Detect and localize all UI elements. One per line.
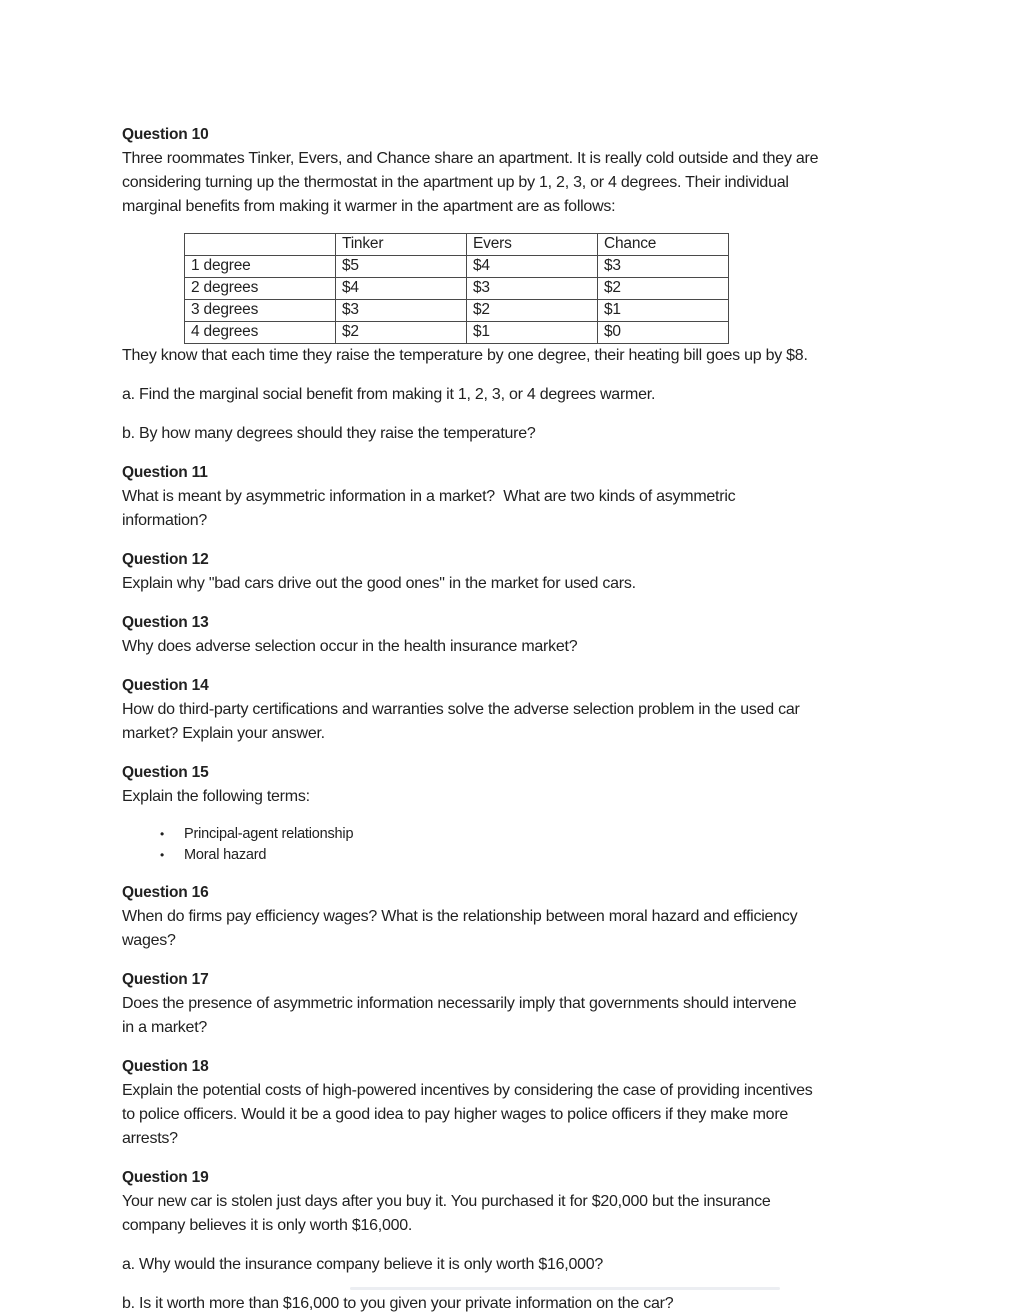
text-line: Explain why "bad cars drive out the good ones" in the market for used cars. xyxy=(122,575,636,592)
question-heading: Question 18 xyxy=(122,1058,209,1075)
table-cell: $1 xyxy=(467,322,598,344)
question-heading: Question 12 xyxy=(122,551,209,568)
paragraph xyxy=(122,147,922,219)
table-cell: $2 xyxy=(598,278,729,300)
table-cell: $5 xyxy=(336,256,467,278)
text-line: They know that each time they raise the temperature by one degree, their heating bill goes up by $8. xyxy=(122,347,808,364)
paragraph xyxy=(122,572,922,596)
question-heading: Question 15 xyxy=(122,764,209,781)
table-row xyxy=(185,300,729,322)
table-row xyxy=(185,256,729,278)
table-cell: 2 degrees xyxy=(185,278,336,300)
table-cell: $3 xyxy=(598,256,729,278)
paragraph xyxy=(122,698,922,746)
text-line: How do third-party certifications and warranties solve the adverse selection problem in the used car xyxy=(122,701,800,718)
text-line: Does the presence of asymmetric information necessarily imply that governments should intervene xyxy=(122,995,797,1012)
list-item xyxy=(122,845,922,866)
text-line: b. By how many degrees should they raise the temperature? xyxy=(122,425,536,442)
text-line: What is meant by asymmetric information in a market? What are two kinds of asymmetric xyxy=(122,488,736,505)
list-item-label: Moral hazard xyxy=(184,847,267,863)
table-row xyxy=(185,322,729,344)
list-item-label: Principal-agent relationship xyxy=(184,826,354,842)
question-heading: Question 13 xyxy=(122,614,209,631)
table-cell: $0 xyxy=(598,322,729,344)
text-line: Why does adverse selection occur in the health insurance market? xyxy=(122,638,578,655)
text-line: a. Why would the insurance company believe it is only worth $16,000? xyxy=(122,1256,604,1273)
text-line: in a market? xyxy=(122,1019,208,1036)
text-line: Three roommates Tinker, Evers, and Chance share an apartment. It is really cold outside and they are xyxy=(122,150,819,167)
text-line: company believes it is only worth $16,000. xyxy=(122,1217,413,1234)
paragraph xyxy=(122,1079,922,1151)
table-cell: $3 xyxy=(467,278,598,300)
document-content xyxy=(122,123,922,1316)
question-heading: Question 14 xyxy=(122,677,209,694)
text-line: marginal benefits from making it warmer in the apartment are as follows: xyxy=(122,198,616,215)
table-cell: $3 xyxy=(336,300,467,322)
text-line: Explain the following terms: xyxy=(122,788,310,805)
table-header-cell xyxy=(185,234,336,256)
table-header-row xyxy=(185,234,729,256)
table-row xyxy=(185,278,729,300)
question-heading: Question 10 xyxy=(122,126,209,143)
paragraph xyxy=(122,635,922,659)
table-header-cell: Evers xyxy=(467,234,598,256)
table-header-cell: Tinker xyxy=(336,234,467,256)
paragraph xyxy=(122,785,922,809)
text-line: Your new car is stolen just days after you buy it. You purchased it for $20,000 but the insurance xyxy=(122,1193,771,1210)
text-line: wages? xyxy=(122,932,176,949)
marginal-benefit-table xyxy=(184,233,729,344)
text-line: market? Explain your answer. xyxy=(122,725,325,742)
table-cell: 3 degrees xyxy=(185,300,336,322)
paragraph xyxy=(122,1292,922,1316)
paragraph xyxy=(122,344,922,368)
table-header-cell: Chance xyxy=(598,234,729,256)
table-cell: 4 degrees xyxy=(185,322,336,344)
text-line: When do firms pay efficiency wages? What is the relationship between moral hazard and efficiency xyxy=(122,908,798,925)
question-heading: Question 11 xyxy=(122,464,208,481)
bullet-list xyxy=(122,824,922,866)
table-cell: $2 xyxy=(336,322,467,344)
text-line: b. Is it worth more than $16,000 to you given your private information on the car? xyxy=(122,1295,674,1312)
table-cell: 1 degree xyxy=(185,256,336,278)
table-cell: $4 xyxy=(336,278,467,300)
text-line: Explain the potential costs of high-powered incentives by considering the case of providing incentives xyxy=(122,1082,813,1099)
table-cell: $2 xyxy=(467,300,598,322)
paragraph xyxy=(122,383,922,407)
list-item xyxy=(122,824,922,845)
paragraph xyxy=(122,1190,922,1238)
text-line: arrests? xyxy=(122,1130,178,1147)
table-cell: $4 xyxy=(467,256,598,278)
table-cell: $1 xyxy=(598,300,729,322)
bullet-icon: • xyxy=(160,827,165,841)
paragraph xyxy=(122,1253,922,1277)
question-heading: Question 17 xyxy=(122,971,209,988)
text-line: information? xyxy=(122,512,208,529)
paragraph xyxy=(122,905,922,953)
text-line: to police officers. Would it be a good idea to pay higher wages to police officers if they make more xyxy=(122,1106,789,1123)
paragraph xyxy=(122,422,922,446)
question-heading: Question 16 xyxy=(122,884,209,901)
paragraph xyxy=(122,992,922,1040)
text-line: a. Find the marginal social benefit from making it 1, 2, 3, or 4 degrees warmer. xyxy=(122,386,656,403)
paragraph xyxy=(122,485,922,533)
cutoff-next-line-artifact xyxy=(350,1287,780,1290)
question-heading: Question 19 xyxy=(122,1169,209,1186)
bullet-icon: • xyxy=(160,848,165,862)
text-line: considering turning up the thermostat in the apartment up by 1, 2, 3, or 4 degrees. Their individual xyxy=(122,174,789,191)
